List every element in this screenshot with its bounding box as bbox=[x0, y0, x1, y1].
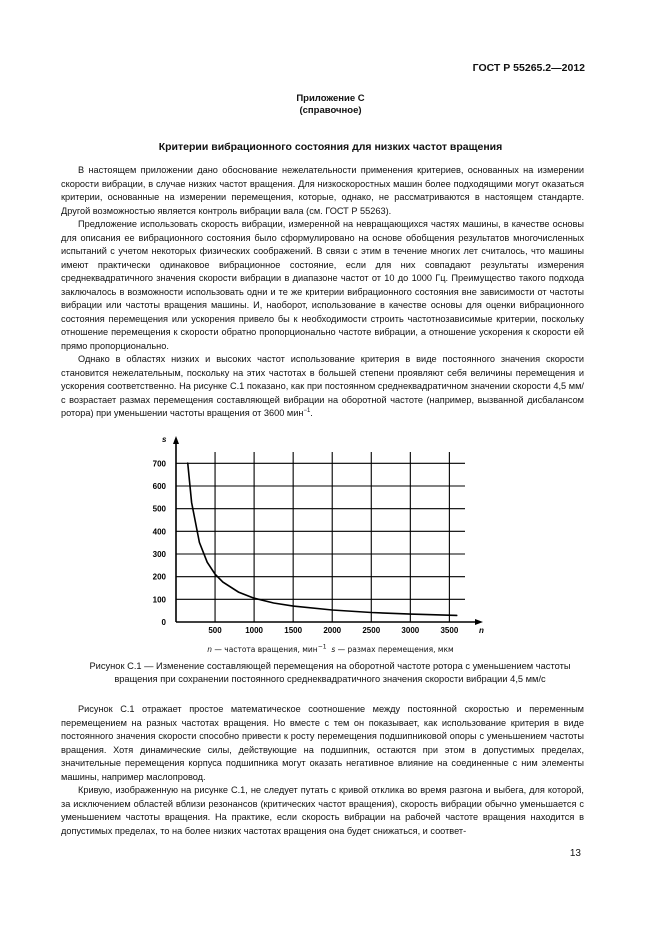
paragraph-velocity-basis: Предложение использовать скорость вибрации, измеренной на невращающихся частях машины, в качестве основы для описания ее вибрационного состояния было сформулировано на основе обобщения результатов многочисленных испытаний с учетом некоторых физических соображений. В связи с этим в течение многих лет считалось, что машины имеют практически одинаковое вибрационное состояние, если для них совпадают результаты измерения среднеквадратичного значения скорости вибрации в диапазоне частот от 10 до 1000 Гц. Преимущество такого подхода заключалось в возможности использовать одни и те же критерии вибрационного состояния вне зависимости от частоты вибрации или частоты вращения машины. И, наоборот, использование в качестве основы для оценки вибрационного состояния перемещения или ускорения привело бы к необходимости строить частотнозависимые критерии, поскольку отношение перемещения к скорости обратно пропорционально частоте вибрации, а отношение ускорения к скорости ей прямо пропорционально. bbox=[61, 219, 584, 351]
legend-s-symbol: s bbox=[331, 645, 336, 654]
legend-n-sup: −1 bbox=[317, 643, 327, 651]
paragraph-intro: В настоящем приложении дано обоснование нежелательности применения критериев, основанных на измерении скорости вибрации, в случае низких частот вращения. Для низкоскоростных машин более подходящими могут оказаться критерии, основанные на измерении перемещения, которые, однако, не рассматриваются в настоящем стандарте. Другой возможностью является контроль вибрации вала (см. ГОСТ Р 55263). bbox=[61, 165, 584, 216]
x-tick-label: 2000 bbox=[323, 626, 342, 635]
y-axis-arrow bbox=[173, 436, 179, 444]
annex-status: (справочное) bbox=[299, 105, 362, 116]
y-tick-label: 300 bbox=[152, 550, 166, 559]
chart-series bbox=[187, 462, 457, 616]
series-point bbox=[187, 462, 188, 463]
y-axis-label: s bbox=[162, 435, 167, 444]
series-point bbox=[457, 615, 458, 616]
series-point bbox=[207, 562, 208, 563]
series-point bbox=[410, 614, 411, 615]
series-point bbox=[371, 612, 372, 613]
page-number: 13 bbox=[569, 848, 581, 859]
superscript: −1 bbox=[303, 407, 311, 414]
x-axis-label: n bbox=[479, 626, 484, 635]
x-tick-label: 2500 bbox=[362, 626, 381, 635]
paragraph-low-high-freq bbox=[61, 353, 584, 421]
y-tick-label: 600 bbox=[152, 482, 166, 491]
figure-caption: Рисунок С.1 — Изменение составляющей перемещения на оборотной частоте ротора с уменьшением частоты вращения при сохранении постоянного среднеквадратичного значения скорости вибрации 4,5 мм/с bbox=[89, 661, 571, 684]
x-tick-label: 1500 bbox=[284, 626, 303, 635]
series-point bbox=[222, 582, 223, 583]
figure-chart bbox=[140, 432, 500, 647]
x-tick-label: 3000 bbox=[401, 626, 420, 635]
standard-code: ГОСТ Р 55265.2—2012 bbox=[472, 62, 585, 74]
paragraph-response-curve: Кривую, изображенную на рисунке С.1, не следует путать с кривой отклика во время разгона и выбега, для которой, за исключением областей вблизи резонансов (критических частот вращения), скорость вибрации обычно уменьшается с уменьшением частоты вращения. На практике, если скорость вибрации на рабочей частоте вращения находится в допустимых пределах, то на более низких частотах вращения она будет снижаться, и соответ- bbox=[61, 785, 584, 836]
chart-svg bbox=[140, 432, 500, 647]
series-point bbox=[273, 603, 274, 604]
body-text-bottom bbox=[61, 703, 584, 838]
y-tick-label: 200 bbox=[152, 572, 166, 582]
chart-legend bbox=[0, 645, 661, 654]
section-title: Критерии вибрационного состояния для низких частот вращения bbox=[158, 141, 503, 153]
series-point bbox=[238, 592, 239, 593]
legend-s-label: — размах перемещения, мкм bbox=[335, 645, 454, 654]
paragraph-relation: Рисунок С.1 отражает простое математическое соотношение между постоянной скоростью и переменным перемещением на разных частотах вращения. Но вместе с тем он показывает, как использование критерия в виде постоянного значения скорости способно привести к росту перемещения подшипниковой опоры с уменьшением частоты вращения. Хотя динамические силы, действующие на подшипник, остаются при этом в допустимых пределах, значительные перемещения корпуса подшипника могут оказать негативное влияние на соединенные с ним элементы машины, например маслопровод. bbox=[61, 704, 584, 782]
legend-n-symbol: n bbox=[207, 645, 213, 654]
x-axis-arrow bbox=[475, 619, 483, 625]
x-tick-label: 3500 bbox=[440, 626, 459, 635]
annex-title: Приложение С bbox=[296, 93, 365, 104]
y-tick-label: 100 bbox=[152, 595, 166, 605]
series-point bbox=[332, 610, 333, 611]
chart-tick-labels bbox=[153, 435, 484, 635]
chart-axes bbox=[173, 436, 483, 625]
paragraph-low-high-freq-text: Однако в областях низких и высоких частот использование критерия в виде постоянного значения скорости становится нежелательным, поскольку на этих частотах в большей степени проявляют себя величины перемещения и ускорения соответственно. На рисунке С.1 показано, как при постоянном среднеквадратичном значении скорости 4,5 мм/с возрастает размах перемещения составляющей вибрации на оборотной частоте (например, вызванной дисбалансом ротора) при уменьшении частоты вращения от 3600 мин bbox=[61, 354, 584, 418]
x-tick-label: 500 bbox=[208, 626, 222, 635]
chart-grid bbox=[176, 452, 465, 622]
series-point bbox=[254, 598, 255, 599]
series-point bbox=[199, 542, 200, 543]
y-tick-label: 500 bbox=[152, 504, 166, 514]
body-text-top bbox=[61, 164, 584, 421]
y-tick-label: 700 bbox=[152, 459, 166, 469]
legend-n-label: — частота вращения, мин bbox=[212, 645, 318, 654]
series-point bbox=[215, 574, 216, 575]
series-point bbox=[293, 606, 294, 607]
y-tick-label: 400 bbox=[152, 527, 166, 537]
annex-heading bbox=[0, 93, 661, 117]
y-tick-label: 0 bbox=[161, 618, 166, 627]
paragraph-end: . bbox=[310, 408, 313, 418]
x-tick-label: 1000 bbox=[245, 626, 264, 635]
series-point bbox=[191, 502, 192, 503]
